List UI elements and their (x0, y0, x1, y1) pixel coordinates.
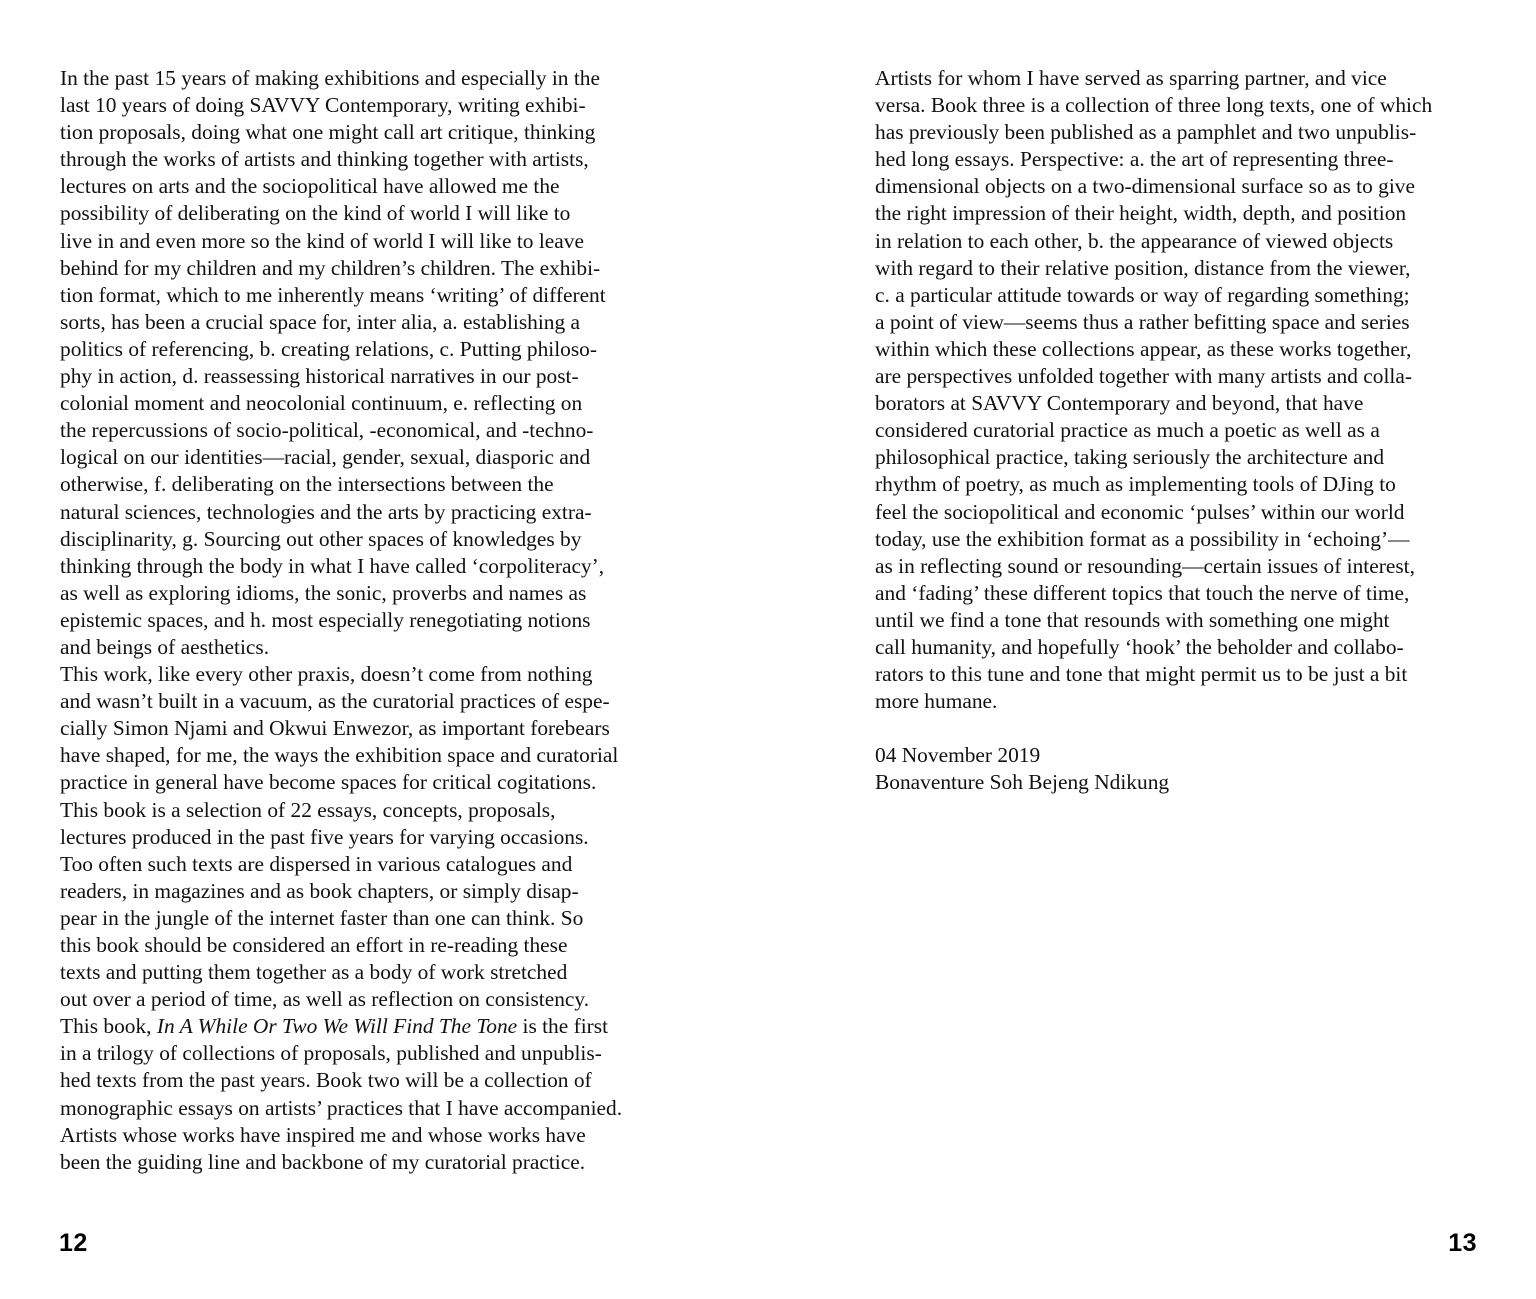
text-line: This work, like every other praxis, doesn’t come from nothing (60, 662, 593, 687)
text-line: more humane. (875, 689, 998, 714)
text-line: as in reflecting sound or resounding—certain issues of interest, (875, 553, 1415, 578)
text-line: epistemic spaces, and h. most especially renegotiating notions (60, 607, 591, 632)
spacer (875, 715, 1479, 742)
text-line: possibility of deliberating on the kind of world I will like to (60, 201, 571, 226)
text-line: as well as exploring idioms, the sonic, proverbs and names as (60, 580, 587, 605)
text-line: through the works of artists and thinking together with artists, (60, 147, 589, 172)
text-line: Artists for whom I have served as sparring partner, and vice (875, 66, 1387, 90)
book-title: In A While Or Two We Will Find The Tone (156, 1014, 518, 1039)
text-line: feel the sociopolitical and economic ‘pulses’ within our world (875, 499, 1405, 524)
text-line: a point of view—seems thus a rather befitting space and series (875, 309, 1410, 334)
text-line: texts and putting them together as a body of work stretched (60, 960, 568, 985)
text-line: versa. Book three is a collection of three long texts, one of which (875, 93, 1433, 118)
text-line: disciplinarity, g. Sourcing out other spaces of knowledges by (60, 526, 582, 551)
text-line: have shaped, for me, the ways the exhibition space and curatorial (60, 743, 619, 768)
text-line: monographic essays on artists’ practices that I have accompanied. (60, 1095, 623, 1120)
text-line: with regard to their relative position, distance from the viewer, (875, 255, 1411, 280)
right-page (768, 0, 1536, 1299)
text-line: rhythm of poetry, as much as implementing tools of DJing to (875, 472, 1396, 497)
text-line: behind for my children and my children’s children. The exhibi- (60, 255, 601, 280)
text-line: practice in general have become spaces for critical cogitations. (60, 770, 597, 795)
text-line: last 10 years of doing SAVVY Contemporary, writing exhibi- (60, 93, 586, 118)
text-line: borators at SAVVY Contemporary and beyond, that have (875, 391, 1364, 416)
text-line: otherwise, f. deliberating on the intersections between the (60, 472, 554, 497)
text-line: logical on our identities—racial, gender, sexual, diasporic and (60, 445, 591, 470)
text-line: tion format, which to me inherently means ‘writing’ of different (60, 282, 606, 307)
text-line: lectures produced in the past five years for varying occasions. (60, 824, 589, 849)
left-page-body-text (60, 65, 664, 1176)
text-line: has previously been published as a pamphlet and two unpublis- (875, 120, 1417, 145)
text-line: tion proposals, doing what one might call art critique, thinking (60, 120, 596, 145)
page-number-right: 13 (1448, 1229, 1477, 1257)
text-line: in relation to each other, b. the appearance of viewed objects (875, 228, 1394, 253)
page-number-left: 12 (59, 1229, 88, 1257)
text-line: Artists whose works have inspired me and whose works have (60, 1122, 586, 1147)
text-line: lectures on arts and the sociopolitical have allowed me the (60, 174, 560, 199)
text-line: been the guiding line and backbone of my curatorial practice. (60, 1149, 586, 1174)
text-line: and wasn’t built in a vacuum, as the curatorial practices of espe- (60, 689, 610, 714)
text-line: out over a period of time, as well as reflection on consistency. (60, 987, 590, 1012)
text-line: hed texts from the past years. Book two will be a collection of (60, 1068, 592, 1093)
text-line: pear in the jungle of the internet faster than one can think. So (60, 905, 584, 930)
text-line: live in and even more so the kind of world I will like to leave (60, 228, 584, 253)
text-line: In the past 15 years of making exhibitions and especially in the (60, 66, 600, 90)
text-line: hed long essays. Perspective: a. the art of representing three- (875, 147, 1394, 172)
text-line: today, use the exhibition format as a possibility in ‘echoing’— (875, 526, 1410, 551)
text-line: are perspectives unfolded together with many artists and colla- (875, 364, 1412, 389)
text-line: c. a particular attitude towards or way of regarding something; (875, 282, 1410, 307)
text-line: dimensional objects on a two-dimensional surface so as to give (875, 174, 1415, 199)
text-line: philosophical practice, taking seriously the architecture and (875, 445, 1385, 470)
text-line: until we find a tone that resounds with something one might (875, 607, 1390, 632)
right-page-body-text (875, 65, 1479, 797)
text-line: this book should be considered an effort in re-reading these (60, 933, 568, 957)
book-title-prefix: This book, (60, 1014, 157, 1039)
text-line: politics of referencing, b. creating relations, c. Putting philoso- (60, 336, 598, 361)
signature-author: Bonaventure Soh Bejeng Ndikung (875, 770, 1170, 795)
book-title-line (60, 1013, 664, 1040)
text-line: and beings of aesthetics. (60, 634, 270, 659)
text-line: readers, in magazines and as book chapters, or simply disap- (60, 878, 579, 903)
text-line: rators to this tune and tone that might permit us to be just a bit (875, 662, 1408, 687)
text-line: the right impression of their height, width, depth, and position (875, 201, 1407, 226)
text-line: Too often such texts are dispersed in various catalogues and (60, 851, 573, 876)
text-line: phy in action, d. reassessing historical narratives in our post- (60, 364, 579, 389)
text-line: and ‘fading’ these different topics that touch the nerve of time, (875, 580, 1410, 605)
text-line: the repercussions of socio-political, -economical, and -techno- (60, 418, 594, 443)
text-line: This book is a selection of 22 essays, concepts, proposals, (60, 797, 556, 822)
book-title-suffix: is the first (517, 1014, 609, 1039)
text-line: colonial moment and neocolonial continuum, e. reflecting on (60, 391, 583, 416)
text-line: natural sciences, technologies and the arts by practicing extra- (60, 499, 592, 524)
text-line: sorts, has been a crucial space for, inter alia, a. establishing a (60, 309, 581, 334)
text-line: within which these collections appear, as these works together, (875, 336, 1412, 361)
text-line: call humanity, and hopefully ‘hook’ the beholder and collabo- (875, 634, 1404, 659)
signature-date: 04 November 2019 (875, 743, 1041, 768)
text-line: thinking through the body in what I have called ‘corpoliteracy’, (60, 553, 605, 578)
text-line: considered curatorial practice as much a poetic as well as a (875, 418, 1380, 443)
text-line: cially Simon Njami and Okwui Enwezor, as important forebears (60, 716, 610, 741)
text-line: in a trilogy of collections of proposals, published and unpublis- (60, 1041, 602, 1066)
